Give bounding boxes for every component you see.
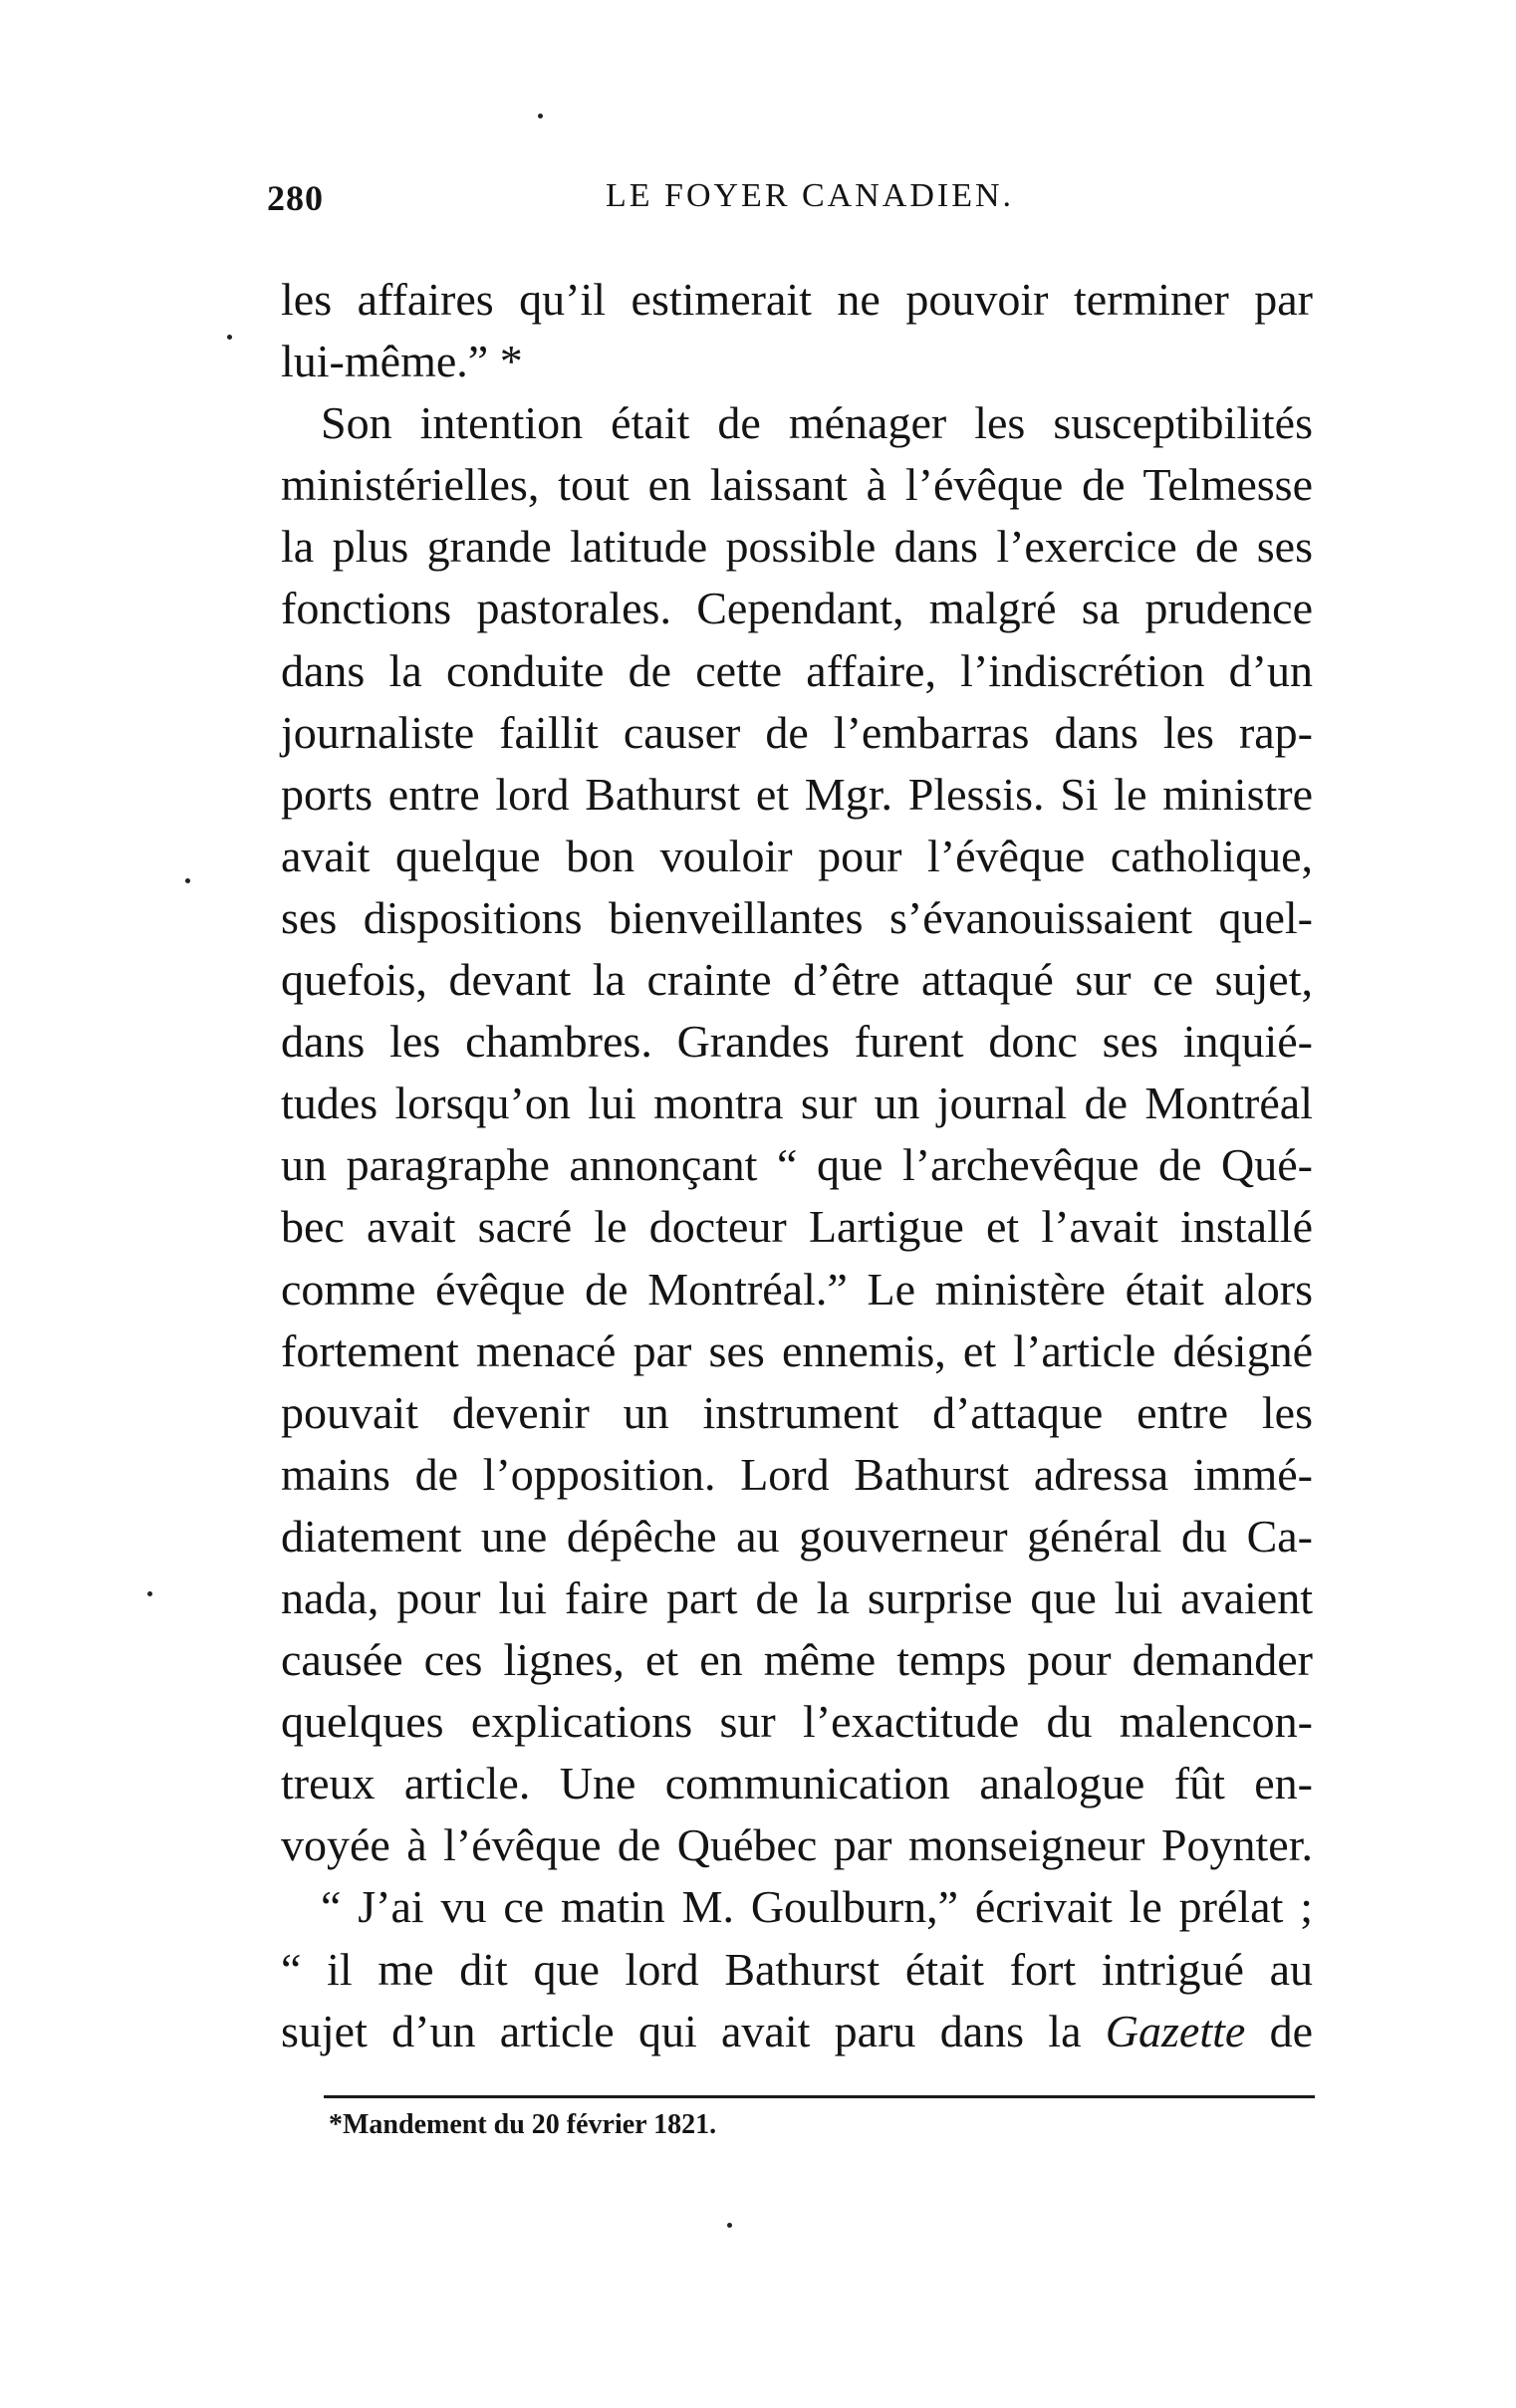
text-line: la plus grande latitude possible dans l’exercice de ses (281, 521, 1313, 573)
paragraph-start-line: Son intention était de ménager les susceptibilités (321, 397, 1313, 449)
running-title: LE FOYER CANADIEN. (606, 177, 1015, 214)
text-line: fortement menacé par ses ennemis, et l’article désigné (281, 1324, 1313, 1376)
scan-speck (185, 878, 190, 883)
text-line: pouvait devenir un instrument d’attaque entre les (281, 1386, 1313, 1438)
scan-speck (727, 2223, 732, 2228)
text-line: dans les chambres. Grandes furent donc ses inquié- (281, 1016, 1313, 1068)
paragraph-start-line: “ J’ai vu ce matin M. Goulburn,” écrivait le prélat ; (321, 1881, 1313, 1933)
text-line: avait quelque bon vouloir pour l’évêque catholique, (281, 830, 1313, 881)
text-line: un paragraphe annonçant “ que l’archevêque de Qué- (281, 1139, 1313, 1191)
line-text: sujet d’un article qui avait paru dans la (281, 2005, 1082, 2056)
body-text (281, 269, 1313, 2062)
scan-speck (147, 1591, 152, 1596)
text-line: “ il me dit que lord Bathurst était fort intrigué au (281, 1943, 1313, 1995)
text-line: voyée à l’évêque de Québec par monseigneur Poynter. (281, 1819, 1313, 1871)
text-line: diatement une dépêche au gouverneur général du Ca- (281, 1510, 1313, 1562)
scan-speck (227, 335, 232, 340)
text-line-with-italic (281, 2001, 1313, 2062)
italic-title: Gazette (1105, 2005, 1246, 2056)
line-text: de (1269, 2005, 1313, 2056)
text-line: ses dispositions bienveillantes s’évanouissaient quel- (281, 891, 1313, 943)
text-line: ports entre lord Bathurst et Mgr. Plessis. Si le ministre (281, 768, 1313, 820)
text-line: lui-même.” * (281, 336, 523, 387)
text-line: quefois, devant la crainte d’être attaqué sur ce sujet, (281, 954, 1313, 1006)
text-line: nada, pour lui faire part de la surprise que lui avaient (281, 1571, 1313, 1623)
text-line: mains de l’opposition. Lord Bathurst adressa immé- (281, 1448, 1313, 1500)
text-line: dans la conduite de cette affaire, l’indiscrétion d’un (281, 644, 1313, 696)
scan-speck (538, 114, 543, 119)
page-number: 280 (267, 178, 324, 218)
text-line: tudes lorsqu’on lui montra sur un journal de Montréal (281, 1078, 1313, 1129)
text-line: journaliste faillit causer de l’embarras dans les rap- (281, 706, 1313, 758)
text-line: treux article. Une communication analogue fût en- (281, 1758, 1313, 1809)
footnote: *Mandement du 20 février 1821. (329, 2109, 717, 2140)
running-head (267, 177, 1323, 227)
text-line: comme évêque de Montréal.” Le ministère était alors (281, 1263, 1313, 1315)
text-line: fonctions pastorales. Cependant, malgré sa prudence (281, 583, 1313, 634)
footnote-rule (324, 2095, 1315, 2098)
text-line: quelques explications sur l’exactitude du malencon- (281, 1696, 1313, 1748)
text-line: ministérielles, tout en laissant à l’évêque de Telmesse (281, 459, 1313, 511)
text-line: causée ces lignes, et en même temps pour demander (281, 1634, 1313, 1686)
text-line: bec avait sacré le docteur Lartigue et l’avait installé (281, 1201, 1313, 1253)
text-line: les affaires qu’il estimerait ne pouvoir terminer par (281, 274, 1313, 325)
